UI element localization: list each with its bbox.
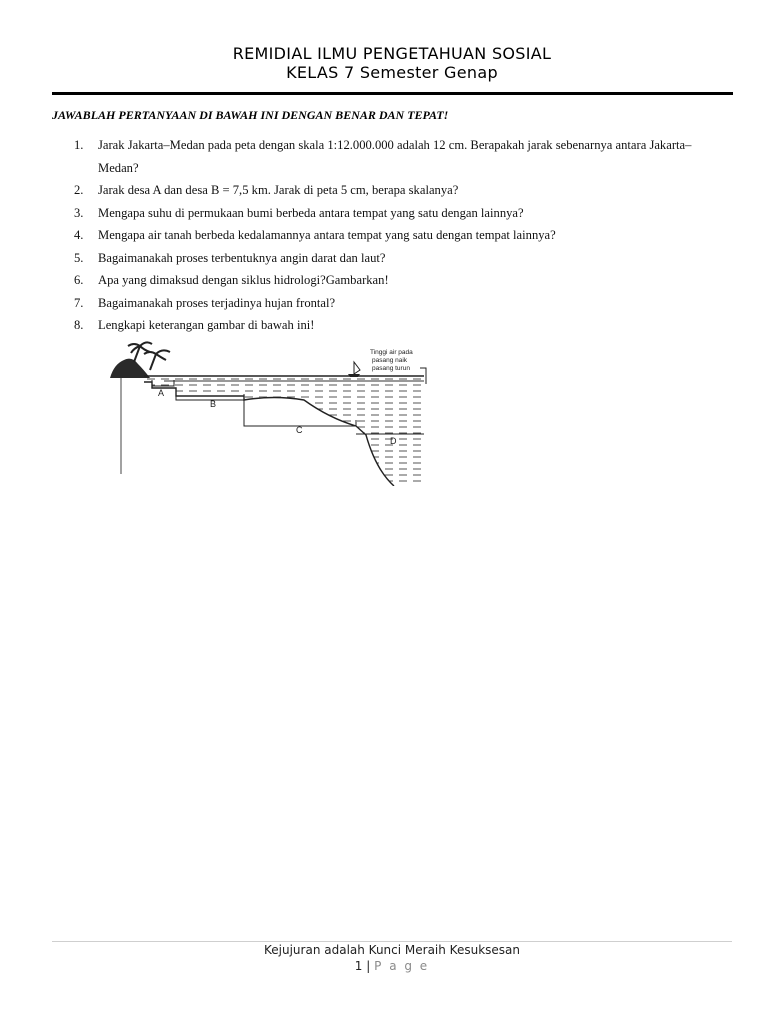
question-item	[52, 269, 722, 292]
page-footer	[52, 942, 732, 974]
instruction-text: JAWABLAH PERTANYAAN DI BAWAH INI DENGAN BENAR DAN TEPAT!	[52, 108, 449, 122]
footer-motto: Kejujuran adalah Kunci Meraih Kesuksesan	[264, 943, 520, 957]
question-text: Bagaimanakah proses terjadinya hujan frontal?	[98, 295, 336, 310]
header-divider	[52, 92, 733, 95]
question-number: 5.	[74, 250, 84, 265]
question-number: 7.	[74, 295, 84, 310]
zone-label-d: D	[390, 436, 397, 446]
tide-annotation-line3: pasang turun	[372, 365, 410, 372]
page-word: P a g e	[374, 959, 430, 973]
question-number: 8.	[74, 318, 84, 332]
question-item	[52, 202, 722, 225]
question-item	[52, 292, 722, 315]
question-item	[52, 224, 722, 247]
document-header	[52, 44, 732, 82]
question-number: 1.	[74, 138, 84, 152]
boat-sail-icon	[354, 362, 360, 374]
question-number: 4.	[74, 228, 84, 242]
sea-floor-diagram-svg	[104, 340, 436, 486]
question-text: Jarak Jakarta–Medan pada peta dengan skala 1:12.000.000 adalah 12 cm. Berapakah jarak sebenarnya antara Jakarta–Medan?	[98, 138, 692, 175]
question-text: Jarak desa A dan desa B = 7,5 km. Jarak di peta 5 cm, berapa skalanya?	[98, 183, 459, 197]
title-class-semester: KELAS 7 Semester Genap	[286, 63, 498, 82]
question-list	[52, 134, 722, 337]
question-text: Bagaimanakah proses terbentuknya angin darat dan laut?	[98, 250, 386, 265]
tide-annotation-line1: Tinggi air pada	[370, 349, 413, 356]
island-shape	[110, 359, 150, 378]
question-number: 6.	[74, 273, 84, 287]
question-item	[52, 314, 722, 337]
question-text: Lengkapi keterangan gambar di bawah ini!	[98, 318, 315, 332]
question-text: Mengapa suhu di permukaan bumi berbeda antara tempat yang satu dengan lainnya?	[98, 205, 524, 220]
palm-leaves	[144, 350, 170, 360]
page-number: 1	[354, 959, 363, 973]
question-item	[52, 247, 722, 270]
question-number: 2.	[74, 183, 84, 197]
zone-label-b: B	[210, 399, 217, 409]
question-number: 3.	[74, 205, 84, 220]
page-separator: |	[366, 959, 371, 973]
question-item	[52, 134, 722, 179]
sea-water	[144, 378, 424, 486]
title-subject: REMIDIAL ILMU PENGETAHUAN SOSIAL	[232, 44, 552, 63]
palm-trunk	[150, 354, 156, 370]
footer-page-info	[52, 958, 732, 974]
question-item	[52, 179, 722, 202]
question-text: Mengapa air tanah berbeda kedalamannya antara tempat yang satu dengan tempat lainnya?	[98, 228, 556, 242]
question-text: Apa yang dimaksud dengan siklus hidrologi?Gambarkan!	[98, 273, 389, 287]
sea-floor-diagram	[104, 340, 436, 486]
tide-annotation-line2: pasang naik	[372, 357, 408, 364]
zone-label-c: C	[296, 425, 303, 435]
zone-label-a: A	[158, 388, 165, 398]
